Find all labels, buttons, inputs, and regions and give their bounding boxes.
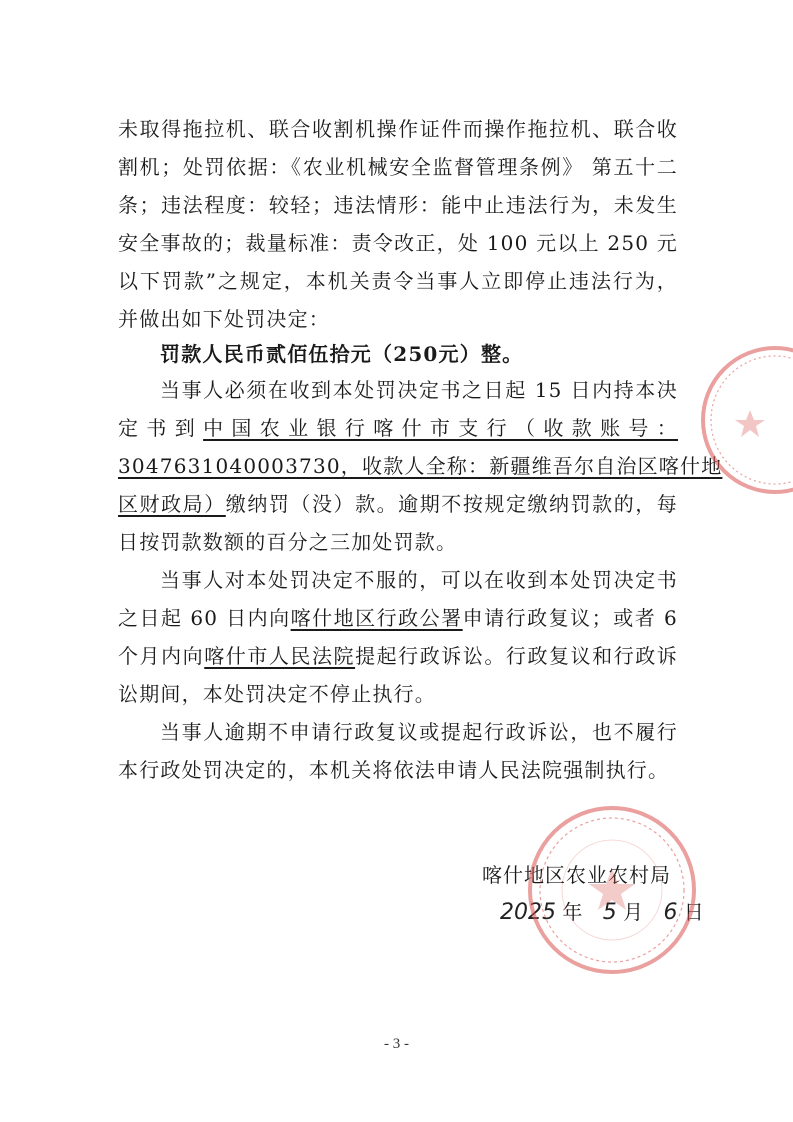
payment-text: 缴纳罚（没）款。逾期不按规定缴纳罚款的，每: [225, 492, 679, 516]
payment-line: [118, 489, 678, 519]
enforcement-line: 本行政处罚决定的，本机关将依法申请人民法院强制执行。: [118, 758, 670, 782]
issuing-authority: 喀什地区农业农村局: [482, 863, 671, 887]
payee-name: 区财政局）: [118, 492, 226, 516]
date-month: 5: [602, 900, 617, 925]
paragraph-line: 割机；处罚依据：《农业机械安全监督管理条例》 第五十二: [118, 155, 678, 179]
penalty-amount: 罚款人民币贰佰伍拾元（250元）整。: [160, 342, 524, 366]
payment-line: [118, 413, 678, 443]
page-number: - 3 -: [384, 1036, 409, 1052]
appeal-text: 申请行政复议；或者 6: [462, 606, 678, 630]
date-year-char: 年: [562, 900, 583, 924]
enforcement-line: 当事人逾期不申请行政复议或提起行政诉讼，也不履行: [160, 720, 678, 744]
official-seal-icon: [522, 800, 702, 980]
appeal-text: 个月内向: [118, 644, 205, 668]
date-month-char: 月: [623, 900, 644, 924]
appeal-line: [118, 603, 678, 633]
paragraph-line: 条；违法程度：较轻；违法情形：能中止违法行为，未发生: [118, 193, 678, 217]
bank-account: 3047631040003730，收款人全称：新疆维吾尔自治区喀什地: [118, 454, 723, 478]
paragraph-line: 安全事故的；裁量标准：责令改正，处 100 元以上 250 元: [118, 231, 678, 255]
appeal-text: 之日起 60 日内向: [118, 606, 291, 630]
paragraph-line: 未取得拖拉机、联合收割机操作证件而操作拖拉机、联合收: [118, 117, 678, 141]
date-year: 2025: [500, 900, 556, 925]
appeal-text: 提起行政诉讼。行政复议和行政诉: [355, 644, 678, 668]
appeal-line: 讼期间，本处罚决定不停止执行。: [118, 682, 436, 706]
bank-name: 中国农业银行喀什市支行（收款账号：: [203, 416, 678, 440]
date-day: 6: [663, 900, 678, 925]
court-name: 喀什市人民法院: [204, 644, 356, 668]
payment-line: 日按罚款数额的百分之三加处罚款。: [118, 530, 458, 554]
payment-text: 定书到: [118, 416, 204, 440]
date-day-char: 日: [683, 900, 704, 924]
seal-stamp-partial-icon: [690, 340, 793, 500]
paragraph-line: 以下罚款”之规定，本机关责令当事人立即停止违法行为，: [118, 269, 678, 293]
paragraph-line: 并做出如下处罚决定：: [118, 307, 330, 331]
appeal-line: 当事人对本处罚决定不服的，可以在收到本处罚决定书: [160, 568, 678, 592]
payment-line: 当事人必须在收到本处罚决定书之日起 15 日内持本决: [160, 378, 678, 402]
review-authority: 喀什地区行政公署: [290, 606, 463, 630]
appeal-line: [118, 641, 678, 671]
